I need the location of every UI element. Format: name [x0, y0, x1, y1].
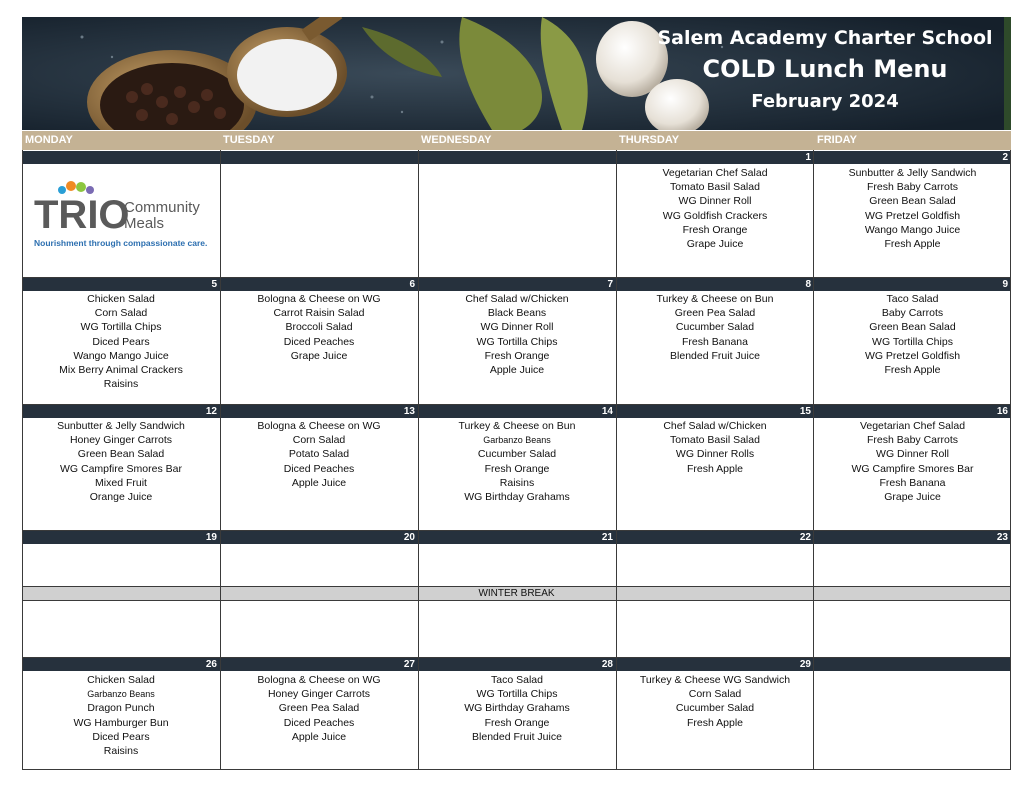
grid-line [22, 404, 1011, 405]
date-number: 5 [22, 278, 220, 291]
menu-cell [616, 418, 814, 476]
date-number: 13 [220, 405, 418, 418]
menu-item: Fresh Banana [682, 335, 748, 348]
menu-item: WG Hamburger Bun [73, 716, 169, 729]
date-number: 8 [616, 278, 814, 291]
menu-item: Green Bean Salad [869, 321, 956, 334]
menu-item: Dragon Punch [87, 702, 155, 715]
menu-item: Vegetarian Chef Salad [859, 420, 966, 432]
menu-item: WG Tortilla Chips [80, 321, 162, 334]
menu-item: Fresh Baby Carrots [866, 181, 959, 194]
menu-item: Garbanzo Beans [87, 689, 155, 700]
trio-logo-graphic [24, 166, 218, 266]
menu-item: Grape Juice [290, 349, 348, 362]
day-header-monday: MONDAY [22, 131, 220, 150]
menu-item: Raisins [103, 378, 139, 391]
menu-item: Chicken Salad [87, 293, 155, 305]
menu-title: COLD Lunch Menu [702, 55, 948, 83]
menu-item: Fresh Apple [884, 364, 941, 377]
menu-item: WG Birthday Grahams [464, 491, 570, 504]
menu-item: Cucumber Salad [675, 321, 755, 334]
menu-item: Diced Peaches [283, 335, 355, 348]
trio-logo [24, 166, 218, 266]
menu-item: Orange Juice [89, 491, 153, 504]
menu-cell [616, 672, 814, 730]
menu-item: Sunbutter & Jelly Sandwich [57, 420, 185, 432]
menu-item: Corn Salad [292, 434, 346, 447]
menu-cell [220, 418, 418, 490]
day-header-tuesday: TUESDAY [220, 131, 418, 150]
menu-item: WG Dinner Rolls [675, 448, 755, 461]
menu-cell [814, 165, 1011, 251]
menu-item: WG Dinner Roll [678, 195, 752, 208]
date-number: 23 [814, 531, 1011, 544]
date-number: 15 [616, 405, 814, 418]
menu-item: WG Campfire Smores Bar [60, 462, 182, 475]
grid-line [22, 530, 1011, 531]
date-number: 26 [22, 658, 220, 671]
menu-item: Cucumber Salad [675, 702, 755, 715]
winter-break-label: WINTER BREAK [22, 587, 1011, 600]
menu-item: Carrot Raisin Salad [273, 307, 365, 320]
grid-line [616, 150, 617, 770]
logo-dot-icon [76, 182, 86, 192]
menu-item: Fresh Orange [682, 223, 748, 236]
menu-item: Fresh Apple [686, 716, 744, 729]
menu-cell [418, 672, 616, 744]
date-number: 7 [418, 278, 616, 291]
grid-line [1010, 150, 1011, 770]
menu-item: Baby Carrots [881, 307, 944, 320]
menu-month: February 2024 [751, 91, 899, 112]
menu-item: WG Tortilla Chips [476, 335, 558, 348]
menu-item: WG Goldfish Crackers [662, 209, 768, 222]
grid-line [813, 150, 814, 770]
menu-item: Corn Salad [94, 307, 148, 320]
menu-item: Broccoli Salad [285, 321, 353, 334]
date-number: 19 [22, 531, 220, 544]
menu-item: Apple Juice [291, 730, 347, 743]
menu-item: Bologna & Cheese on WG [257, 420, 381, 432]
menu-item: Green Bean Salad [77, 448, 165, 461]
menu-cell [616, 165, 814, 251]
menu-cell [814, 418, 1011, 504]
menu-cell [418, 418, 616, 504]
logo-line1: Community [124, 199, 200, 216]
menu-item: Chef Salad w/Chicken [465, 293, 569, 305]
menu-item: Apple Juice [489, 364, 545, 377]
grid-line [22, 769, 1011, 770]
menu-item: Apple Juice [291, 476, 347, 489]
date-number: 22 [616, 531, 814, 544]
menu-item: Fresh Orange [484, 716, 550, 729]
grid-line [418, 150, 419, 770]
menu-cell [22, 418, 220, 504]
menu-item: Blended Fruit Juice [472, 730, 562, 743]
grid-line [22, 277, 1011, 278]
menu-item: Bologna & Cheese on WG [257, 293, 381, 305]
menu-cell [22, 672, 220, 758]
day-header-wednesday: WEDNESDAY [418, 131, 616, 150]
menu-item: Turkey & Cheese on Bun [656, 293, 774, 305]
day-header-friday: FRIDAY [814, 131, 1011, 150]
menu-item: Fresh Apple [686, 462, 744, 475]
menu-item: Grape Juice [884, 491, 941, 504]
menu-item: Raisins [499, 476, 535, 489]
grid-line [22, 600, 1011, 601]
logo-tagline: Nourishment through compassionate care. [34, 238, 208, 248]
date-number: 20 [220, 531, 418, 544]
menu-item: Taco Salad [886, 293, 939, 305]
menu-item: Raisins [103, 745, 139, 758]
grid-line [220, 150, 221, 770]
menu-item: Chef Salad w/Chicken [663, 420, 767, 432]
menu-item: Tomato Basil Salad [670, 434, 760, 447]
menu-cell [220, 672, 418, 744]
menu-item: WG Pretzel Goldfish [864, 209, 961, 222]
date-number: 29 [616, 658, 814, 671]
menu-item: WG Dinner Roll [876, 448, 949, 461]
date-number: 6 [220, 278, 418, 291]
logo-brand: TRIO [34, 193, 130, 237]
menu-item: WG Tortilla Chips [476, 688, 558, 701]
menu-item: Bologna & Cheese on WG [257, 674, 381, 686]
date-number: 27 [220, 658, 418, 671]
menu-item: Mix Berry Animal Crackers [59, 364, 183, 377]
menu-item: Honey Ginger Carrots [267, 688, 371, 701]
menu-item: Chicken Salad [87, 674, 155, 686]
date-number: 9 [814, 278, 1011, 291]
menu-item: WG Pretzel Goldfish [864, 349, 961, 362]
menu-item: Green Bean Salad [869, 195, 956, 208]
menu-item: Tomato Basil Salad [670, 181, 760, 194]
menu-item: Black Beans [487, 307, 547, 320]
date-number: 12 [22, 405, 220, 418]
date-number: 2 [814, 151, 1011, 164]
menu-item: Turkey & Cheese on Bun [458, 420, 576, 432]
menu-item: WG Campfire Smores Bar [851, 462, 974, 475]
menu-item: Fresh Orange [484, 462, 550, 475]
day-header-thursday: THURSDAY [616, 131, 814, 150]
menu-item: Diced Pears [92, 335, 150, 348]
menu-item: Honey Ginger Carrots [69, 434, 173, 447]
school-name: Salem Academy Charter School [657, 27, 993, 49]
menu-item: Sunbutter & Jelly Sandwich [848, 167, 977, 179]
menu-item: Wango Mango Juice [864, 223, 961, 236]
menu-cell [220, 291, 418, 363]
menu-item: Turkey & Cheese WG Sandwich [639, 674, 791, 686]
grid-line [22, 150, 23, 770]
date-number: 1 [616, 151, 814, 164]
date-number: 28 [418, 658, 616, 671]
menu-item: Vegetarian Chef Salad [662, 167, 768, 179]
menu-item: Blended Fruit Juice [670, 349, 760, 362]
menu-item: Fresh Baby Carrots [866, 434, 959, 447]
menu-item: Mixed Fruit [95, 476, 147, 489]
grid-line [22, 586, 1011, 587]
logo-line2: Meals [124, 215, 165, 232]
menu-item: Wango Mango Juice [73, 349, 169, 362]
menu-item: WG Dinner Roll [480, 321, 554, 334]
menu-item: WG Tortilla Chips [872, 335, 953, 348]
menu-item: Diced Peaches [283, 462, 355, 475]
menu-item: Potato Salad [288, 448, 350, 461]
date-number: 16 [814, 405, 1011, 418]
date-number: 14 [418, 405, 616, 418]
menu-cell [616, 291, 814, 363]
menu-item: Grape Juice [686, 238, 744, 251]
menu-item: Cucumber Salad [477, 448, 557, 461]
menu-item: Fresh Banana [879, 476, 946, 489]
menu-cell [814, 291, 1011, 377]
menu-item: WG Birthday Grahams [464, 702, 570, 715]
grid-line [22, 657, 1011, 658]
date-number: 21 [418, 531, 616, 544]
logo-dot-icon [66, 181, 76, 191]
menu-cell [418, 291, 616, 377]
menu-item: Corn Salad [688, 688, 742, 701]
menu-cell [22, 291, 220, 391]
menu-item: Fresh Apple [884, 238, 941, 251]
menu-item: Fresh Orange [484, 349, 550, 362]
menu-item: Taco Salad [491, 674, 543, 686]
menu-item: Diced Peaches [283, 716, 355, 729]
menu-item: Green Pea Salad [278, 702, 360, 715]
menu-item: Green Pea Salad [674, 307, 756, 320]
menu-item: Garbanzo Beans [483, 435, 551, 446]
menu-item: Diced Pears [92, 730, 150, 743]
